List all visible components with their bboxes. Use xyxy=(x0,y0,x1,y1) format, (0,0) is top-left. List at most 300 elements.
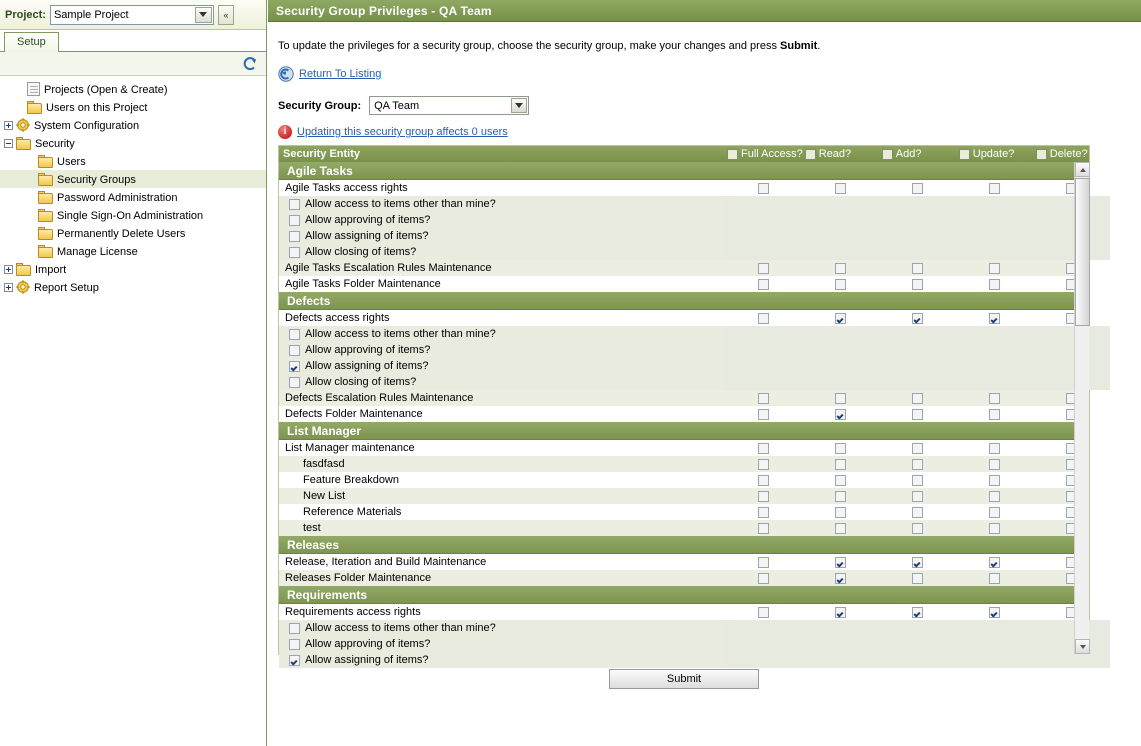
row-label: New List xyxy=(303,490,346,502)
instruction-bold: Submit xyxy=(780,40,818,52)
folder-icon xyxy=(38,173,53,186)
row-label: Feature Breakdown xyxy=(303,474,399,486)
permission-cell xyxy=(802,472,879,488)
permission-cell xyxy=(725,504,802,520)
row-option-checkbox[interactable] xyxy=(289,623,300,634)
row-label-cell xyxy=(279,230,725,242)
row-label-cell xyxy=(279,506,725,518)
permission-checkbox[interactable] xyxy=(835,279,846,290)
permission-cell xyxy=(956,620,1033,636)
page-content xyxy=(268,22,1141,689)
permission-cell xyxy=(956,440,1033,456)
permission-cell xyxy=(956,228,1033,244)
permission-cell xyxy=(956,554,1033,570)
row-label-cell xyxy=(279,328,725,340)
permission-checkbox[interactable] xyxy=(835,263,846,274)
permission-checkbox[interactable] xyxy=(758,607,769,618)
permission-checkbox[interactable] xyxy=(835,475,846,486)
permission-cell xyxy=(879,326,956,342)
permission-cell xyxy=(1033,212,1110,228)
tree-item-label: Users on this Project xyxy=(46,101,148,114)
group-header-row xyxy=(279,292,1089,310)
permission-cell xyxy=(725,406,802,422)
permission-cell xyxy=(802,228,879,244)
permission-checkbox[interactable] xyxy=(912,279,923,290)
page-title: Security Group Privileges - QA Team xyxy=(268,0,1141,22)
row-label: Allow assigning of items? xyxy=(305,654,429,666)
permission-checkbox[interactable] xyxy=(912,523,923,534)
permission-cell xyxy=(802,180,879,196)
permission-checkbox[interactable] xyxy=(835,313,846,324)
row-label: Agile Tasks access rights xyxy=(285,182,408,194)
table-row xyxy=(279,196,1089,212)
table-row xyxy=(279,604,1089,620)
permission-cell xyxy=(879,276,956,292)
permission-cell xyxy=(725,310,802,326)
row-label-cell xyxy=(279,556,725,568)
back-arrow-icon[interactable] xyxy=(278,66,294,82)
permission-cell xyxy=(879,604,956,620)
permission-checkbox[interactable] xyxy=(989,183,1000,194)
permission-cell xyxy=(1033,228,1110,244)
row-label-cell xyxy=(279,360,725,372)
table-row xyxy=(279,440,1089,456)
tree-item-manage-license[interactable] xyxy=(0,242,266,260)
permission-checkbox[interactable] xyxy=(989,409,1000,420)
tree-toolbar xyxy=(0,52,266,76)
select-all-checkbox[interactable] xyxy=(727,149,738,160)
group-header-label: Requirements xyxy=(287,587,368,602)
permission-cell xyxy=(879,456,956,472)
collapse-icon[interactable] xyxy=(4,139,13,148)
permission-checkbox[interactable] xyxy=(835,393,846,404)
permission-checkbox[interactable] xyxy=(912,491,923,502)
permission-cell xyxy=(956,358,1033,374)
permission-cell xyxy=(879,554,956,570)
table-row xyxy=(279,228,1089,244)
permission-cell xyxy=(956,310,1033,326)
row-option-checkbox[interactable] xyxy=(289,329,300,340)
expand-icon[interactable] xyxy=(4,265,13,274)
tree-item-label: System Configuration xyxy=(34,119,140,132)
row-label: Allow assigning of items? xyxy=(305,230,429,242)
row-label: fasdfasd xyxy=(303,458,345,470)
expand-icon[interactable] xyxy=(4,283,13,292)
tree-item-label: Security Groups xyxy=(57,173,136,186)
folder-icon xyxy=(27,101,42,114)
permission-cell xyxy=(1033,374,1110,390)
permission-checkbox[interactable] xyxy=(758,459,769,470)
permission-cell xyxy=(956,326,1033,342)
row-label: Allow access to items other than mine? xyxy=(305,622,496,634)
tree-item-security[interactable] xyxy=(0,134,266,152)
permission-checkbox[interactable] xyxy=(989,443,1000,454)
permission-cell xyxy=(802,326,879,342)
group-header-row xyxy=(279,586,1089,604)
row-option-checkbox[interactable] xyxy=(289,655,300,666)
permission-cell xyxy=(956,504,1033,520)
security-group-label: Security Group: xyxy=(278,99,362,112)
row-option-checkbox[interactable] xyxy=(289,361,300,372)
permission-cell xyxy=(802,244,879,260)
permission-checkbox[interactable] xyxy=(912,459,923,470)
refresh-icon[interactable] xyxy=(242,56,258,72)
chevron-down-icon[interactable] xyxy=(195,7,212,23)
permission-checkbox[interactable] xyxy=(989,607,1000,618)
table-row xyxy=(279,260,1089,276)
permission-cell xyxy=(725,570,802,586)
permission-checkbox[interactable] xyxy=(758,183,769,194)
permission-checkbox[interactable] xyxy=(835,523,846,534)
permission-checkbox[interactable] xyxy=(912,443,923,454)
table-row xyxy=(279,310,1089,326)
folder-icon xyxy=(38,245,53,258)
permission-cell xyxy=(1033,326,1110,342)
row-label-cell xyxy=(279,490,725,502)
row-label: Allow approving of items? xyxy=(305,638,431,650)
row-label: Allow approving of items? xyxy=(305,214,431,226)
permission-cell xyxy=(802,554,879,570)
expand-icon[interactable] xyxy=(4,121,13,130)
privileges-grid xyxy=(278,145,1090,666)
grid-vertical-scrollbar[interactable] xyxy=(1074,162,1089,654)
tree-item-users-on-this-project[interactable] xyxy=(0,98,266,116)
column-header-full-access xyxy=(725,148,803,160)
project-dropdown-value: Sample Project xyxy=(53,8,129,21)
permission-cell xyxy=(1033,276,1110,292)
permission-checkbox[interactable] xyxy=(835,607,846,618)
permission-checkbox[interactable] xyxy=(758,507,769,518)
permission-checkbox[interactable] xyxy=(835,443,846,454)
row-label: Allow closing of items? xyxy=(305,246,417,258)
permission-cell xyxy=(1033,504,1110,520)
row-label: Defects Escalation Rules Maintenance xyxy=(285,392,474,404)
row-option-checkbox[interactable] xyxy=(289,639,300,650)
permission-cell xyxy=(802,390,879,406)
column-header-add xyxy=(880,148,957,160)
permission-cell xyxy=(879,570,956,586)
row-label: Defects Folder Maintenance xyxy=(285,408,423,420)
permission-cell xyxy=(802,406,879,422)
column-header-label: Update? xyxy=(972,148,1015,160)
table-row xyxy=(279,276,1089,292)
permission-checkbox[interactable] xyxy=(758,263,769,274)
permission-checkbox[interactable] xyxy=(758,523,769,534)
group-header-label: Defects xyxy=(287,293,331,308)
permission-cell xyxy=(725,488,802,504)
tree-item-projects-open-create[interactable] xyxy=(0,80,266,98)
security-group-dropdown[interactable] xyxy=(369,96,529,115)
folder-icon xyxy=(16,137,31,150)
table-row xyxy=(279,652,1089,668)
scroll-down-button[interactable] xyxy=(1075,639,1090,654)
permission-checkbox[interactable] xyxy=(835,491,846,502)
tree-item-label: Security xyxy=(35,137,75,150)
table-row xyxy=(279,244,1089,260)
permission-checkbox[interactable] xyxy=(989,279,1000,290)
permission-cell xyxy=(802,636,879,652)
table-row xyxy=(279,212,1089,228)
permission-cell xyxy=(725,196,802,212)
document-icon xyxy=(27,82,40,96)
permission-checkbox[interactable] xyxy=(835,459,846,470)
tree-item-label: Report Setup xyxy=(34,281,99,294)
tree-item-label: Import xyxy=(35,263,67,276)
submit-row xyxy=(278,669,1090,689)
permission-checkbox[interactable] xyxy=(758,279,769,290)
select-all-checkbox[interactable] xyxy=(959,149,970,160)
permission-checkbox[interactable] xyxy=(912,263,923,274)
row-label: Allow access to items other than mine? xyxy=(305,198,496,210)
permission-checkbox[interactable] xyxy=(835,409,846,420)
permission-cell xyxy=(879,244,956,260)
permission-cell xyxy=(802,604,879,620)
scroll-up-button[interactable] xyxy=(1075,162,1090,177)
navigation-tree xyxy=(0,76,266,296)
permission-cell xyxy=(725,472,802,488)
permission-cell xyxy=(1033,244,1110,260)
project-selector-bar xyxy=(0,0,266,30)
permission-checkbox[interactable] xyxy=(989,475,1000,486)
tab-setup[interactable]: Setup xyxy=(4,32,59,53)
table-row xyxy=(279,570,1089,586)
permission-checkbox[interactable] xyxy=(758,393,769,404)
tree-item-report-setup[interactable] xyxy=(0,278,266,296)
row-label: Allow assigning of items? xyxy=(305,360,429,372)
permission-cell xyxy=(879,520,956,536)
permission-checkbox[interactable] xyxy=(912,409,923,420)
permission-cell xyxy=(725,342,802,358)
permission-cell xyxy=(725,604,802,620)
permission-cell xyxy=(956,652,1033,668)
return-to-listing-row xyxy=(278,66,1131,82)
permission-cell xyxy=(802,520,879,536)
table-row xyxy=(279,636,1089,652)
permission-checkbox[interactable] xyxy=(989,491,1000,502)
table-row xyxy=(279,358,1089,374)
column-header-entity: Security Entity xyxy=(283,148,361,160)
permission-checkbox[interactable] xyxy=(989,459,1000,470)
permission-cell xyxy=(956,260,1033,276)
permission-cell xyxy=(879,406,956,422)
permission-checkbox[interactable] xyxy=(758,573,769,584)
permission-checkbox[interactable] xyxy=(912,313,923,324)
collapse-panel-button[interactable]: « xyxy=(218,5,234,25)
permission-cell xyxy=(956,472,1033,488)
permission-checkbox[interactable] xyxy=(989,557,1000,568)
row-option-checkbox[interactable] xyxy=(289,215,300,226)
column-header-label: Read? xyxy=(818,148,852,160)
permission-cell xyxy=(1033,636,1110,652)
permission-cell xyxy=(802,456,879,472)
permission-checkbox[interactable] xyxy=(989,507,1000,518)
permission-checkbox[interactable] xyxy=(912,573,923,584)
permission-cell xyxy=(956,406,1033,422)
main-panel xyxy=(268,0,1141,746)
permission-cell xyxy=(802,620,879,636)
tree-item-system-configuration[interactable] xyxy=(0,116,266,134)
permission-checkbox[interactable] xyxy=(989,393,1000,404)
tree-item-password-administration[interactable] xyxy=(0,188,266,206)
permission-cell xyxy=(725,520,802,536)
table-row xyxy=(279,520,1089,536)
row-label-cell xyxy=(279,344,725,356)
table-row xyxy=(279,342,1089,358)
permission-checkbox[interactable] xyxy=(758,557,769,568)
permission-checkbox[interactable] xyxy=(912,507,923,518)
row-label: Releases Folder Maintenance xyxy=(285,572,432,584)
tree-item-single-sign-on-administration[interactable] xyxy=(0,206,266,224)
column-header-delete xyxy=(1034,148,1111,160)
table-row xyxy=(279,326,1089,342)
tree-item-users[interactable] xyxy=(0,152,266,170)
permission-cell xyxy=(725,212,802,228)
permission-cell xyxy=(802,358,879,374)
table-row xyxy=(279,472,1089,488)
row-option-checkbox[interactable] xyxy=(289,377,300,388)
permission-cell xyxy=(1033,406,1110,422)
permission-cell xyxy=(725,260,802,276)
permission-cell xyxy=(956,570,1033,586)
affects-users-link[interactable]: Updating this security group affects 0 users xyxy=(297,126,508,138)
row-option-checkbox[interactable] xyxy=(289,199,300,210)
gear-icon xyxy=(16,280,30,294)
permission-cell xyxy=(879,180,956,196)
scrollbar-thumb[interactable] xyxy=(1075,178,1090,326)
row-option-checkbox[interactable] xyxy=(289,247,300,258)
permission-cell xyxy=(802,374,879,390)
select-all-checkbox[interactable] xyxy=(882,149,893,160)
table-row xyxy=(279,390,1089,406)
permission-cell xyxy=(879,212,956,228)
row-option-checkbox[interactable] xyxy=(289,231,300,242)
permission-cell xyxy=(879,228,956,244)
tree-item-security-groups[interactable] xyxy=(0,170,266,188)
permission-cell xyxy=(956,276,1033,292)
folder-icon xyxy=(38,209,53,222)
permission-cell xyxy=(1033,180,1110,196)
tree-item-label: Password Administration xyxy=(57,191,178,204)
column-header-label: Full Access? xyxy=(741,148,803,160)
permission-checkbox[interactable] xyxy=(758,475,769,486)
permission-checkbox[interactable] xyxy=(989,313,1000,324)
group-header-row xyxy=(279,162,1089,180)
permission-checkbox[interactable] xyxy=(912,183,923,194)
instruction-text xyxy=(278,40,1131,52)
permission-checkbox[interactable] xyxy=(758,313,769,324)
permission-checkbox[interactable] xyxy=(989,263,1000,274)
permission-checkbox[interactable] xyxy=(758,409,769,420)
permission-cell xyxy=(725,390,802,406)
permission-cell xyxy=(725,244,802,260)
permission-checkbox[interactable] xyxy=(912,607,923,618)
permission-cell xyxy=(725,440,802,456)
permission-checkbox[interactable] xyxy=(835,183,846,194)
row-label: Requirements access rights xyxy=(285,606,421,618)
permission-cell xyxy=(725,228,802,244)
tree-item-import[interactable] xyxy=(0,260,266,278)
permission-checkbox[interactable] xyxy=(835,557,846,568)
tree-item-label: Permanently Delete Users xyxy=(57,227,186,240)
permission-checkbox[interactable] xyxy=(912,557,923,568)
permission-cell xyxy=(1033,554,1110,570)
permission-checkbox[interactable] xyxy=(912,475,923,486)
column-header-label: Add? xyxy=(895,148,922,160)
permission-checkbox[interactable] xyxy=(758,491,769,502)
select-all-checkbox[interactable] xyxy=(1036,149,1047,160)
return-to-listing-link[interactable]: Return To Listing xyxy=(299,68,382,80)
row-label-cell xyxy=(279,474,725,486)
row-label-cell xyxy=(279,246,725,258)
permission-cell xyxy=(956,636,1033,652)
row-label-cell xyxy=(279,262,725,274)
instruction-prefix: To update the privileges for a security group, choose the security group, make your changes and press xyxy=(278,40,781,52)
permission-cell xyxy=(956,244,1033,260)
permission-cell xyxy=(879,636,956,652)
permission-cell xyxy=(956,488,1033,504)
row-label-cell xyxy=(279,182,725,194)
row-label-cell xyxy=(279,442,725,454)
permission-checkbox[interactable] xyxy=(989,523,1000,534)
permission-cell xyxy=(802,440,879,456)
row-label: Defects access rights xyxy=(285,312,390,324)
permission-cell xyxy=(956,390,1033,406)
permission-cell xyxy=(725,358,802,374)
row-label: Release, Iteration and Build Maintenance xyxy=(285,556,487,568)
table-row xyxy=(279,374,1089,390)
permission-cell xyxy=(725,374,802,390)
table-row xyxy=(279,620,1089,636)
permission-checkbox[interactable] xyxy=(912,393,923,404)
group-header-label: Agile Tasks xyxy=(287,163,353,178)
row-label-cell xyxy=(279,622,725,634)
info-icon: i xyxy=(278,125,292,139)
row-option-checkbox[interactable] xyxy=(289,345,300,356)
group-header-row xyxy=(279,422,1089,440)
grid-body xyxy=(279,162,1089,666)
table-row xyxy=(279,456,1089,472)
permission-cell xyxy=(879,504,956,520)
table-row xyxy=(279,554,1089,570)
permission-cell xyxy=(1033,570,1110,586)
table-row xyxy=(279,488,1089,504)
permission-checkbox[interactable] xyxy=(758,443,769,454)
table-row xyxy=(279,180,1089,196)
submit-button[interactable]: Submit xyxy=(609,669,759,689)
permission-checkbox[interactable] xyxy=(989,573,1000,584)
permission-cell xyxy=(802,212,879,228)
security-group-row xyxy=(278,96,1131,115)
permission-checkbox[interactable] xyxy=(835,507,846,518)
permission-cell xyxy=(956,374,1033,390)
permission-cell xyxy=(879,620,956,636)
permission-cell xyxy=(879,342,956,358)
permission-cell xyxy=(1033,456,1110,472)
row-label-cell xyxy=(279,458,725,470)
permission-cell xyxy=(802,310,879,326)
chevron-down-icon[interactable] xyxy=(511,98,527,113)
permission-cell xyxy=(956,520,1033,536)
permission-cell xyxy=(802,196,879,212)
permission-checkbox[interactable] xyxy=(835,573,846,584)
row-label-cell xyxy=(279,214,725,226)
folder-icon xyxy=(16,263,31,276)
row-label: Agile Tasks Escalation Rules Maintenance xyxy=(285,262,492,274)
select-all-checkbox[interactable] xyxy=(805,149,816,160)
row-label-cell xyxy=(279,198,725,210)
project-dropdown[interactable] xyxy=(50,5,214,25)
tree-item-permanently-delete-users[interactable] xyxy=(0,224,266,242)
